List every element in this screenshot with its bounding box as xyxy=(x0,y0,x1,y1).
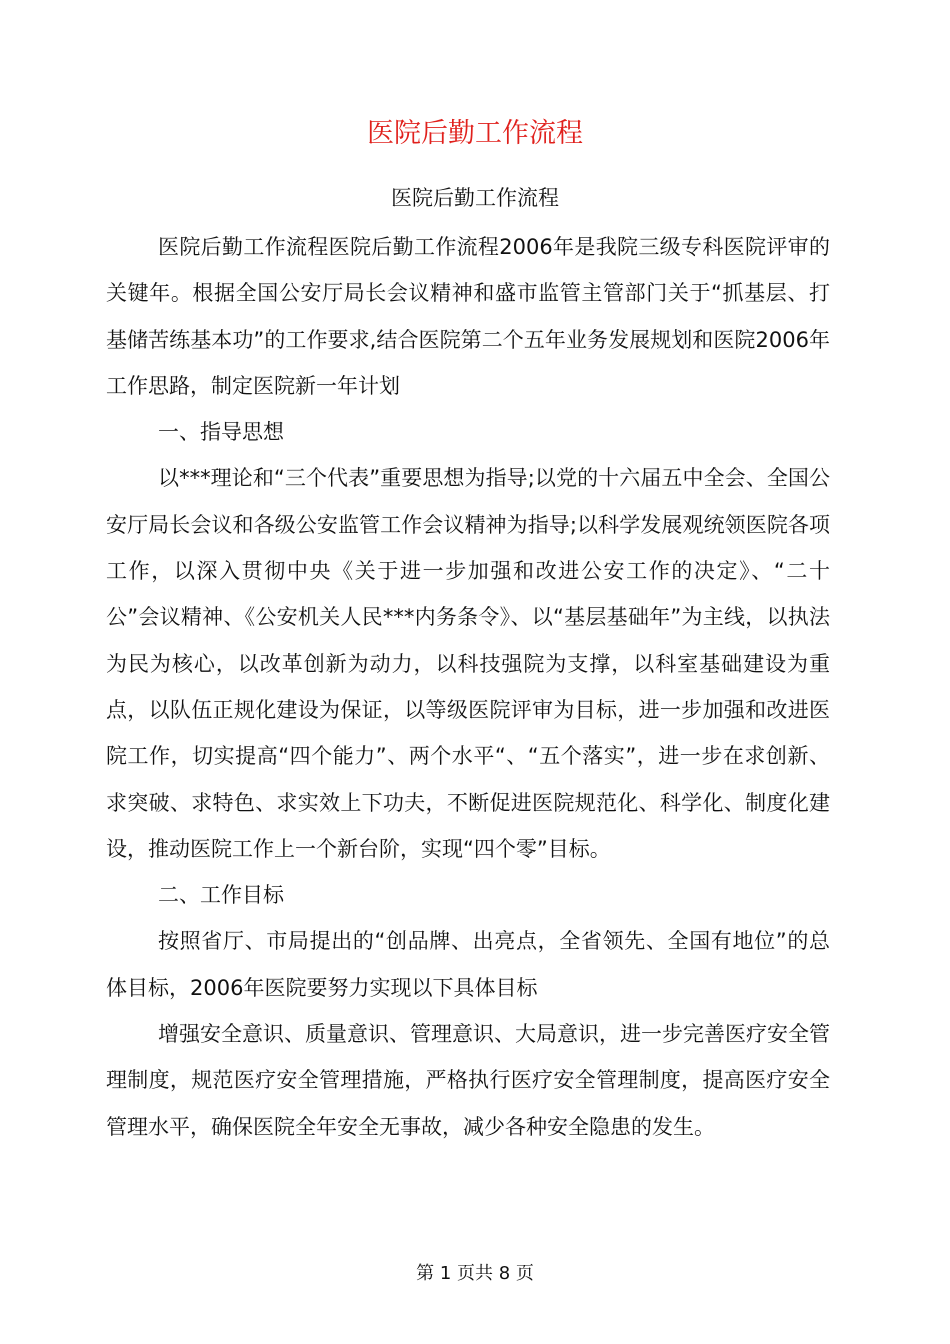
guiding-ideology-paragraph: 以***理论和“三个代表”重要思想为指导;以党的十六届五中全会、全国公安厅局长会议和各级公安监管工作会议精神为指导;以科学发展观统领医院各项工作，以深入贯彻中央《关于进一步加强和改进公安工作的决定》、“二十公”会议精神、《公安机关人民***内务条令》、以“基层基础年”为主线，以执法为民为核心，以改革创新为动力，以科技强院为支撑，以科室基础建设为重点，以队伍正规化建设为保证，以等级医院评审为目标，进一步加强和改进医院工作，切实提高“四个能力”、两个水平“、“五个落实”，进一步在求创新、求突破、求特色、求实效上下功夫，不断促进医院规范化、科学化、制度化建设，推动医院工作上一个新台阶，实现“四个零”目标。 xyxy=(106,466,830,861)
intro-paragraph: 医院后勤工作流程医院后勤工作流程2006年是我院三级专科医院评审的关键年。根据全国公安厅局长会议精神和盛市监管主管部门关于“抓基层、打基储苦练基本功”的工作要求,结合医院第二个五年业务发展规划和医院2006年工作思路，制定医院新一年计划 xyxy=(106,235,830,398)
safety-goals-paragraph: 增强安全意识、质量意识、管理意识、大局意识，进一步完善医疗安全管理制度，规范医疗安全管理措施，严格执行医疗安全管理制度，提高医疗安全管理水平，确保医院全年安全无事故，减少各种安全隐患的发生。 xyxy=(106,1022,830,1139)
section-heading-work-goals: 二、工作目标 xyxy=(158,883,284,908)
section-heading-guiding-ideology: 一、指导思想 xyxy=(158,420,284,445)
page-number-footer: 第 1 页共 8 页 xyxy=(416,1263,534,1284)
document-subtitle: 医院后勤工作流程 xyxy=(391,186,559,210)
work-goals-paragraph: 按照省厅、市局提出的“创品牌、出亮点，全省领先、全国有地位”的总体目标，2006年医院要努力实现以下具体目标 xyxy=(106,929,830,1000)
document-title: 医院后勤工作流程 xyxy=(367,118,583,149)
document-body xyxy=(106,224,830,1150)
